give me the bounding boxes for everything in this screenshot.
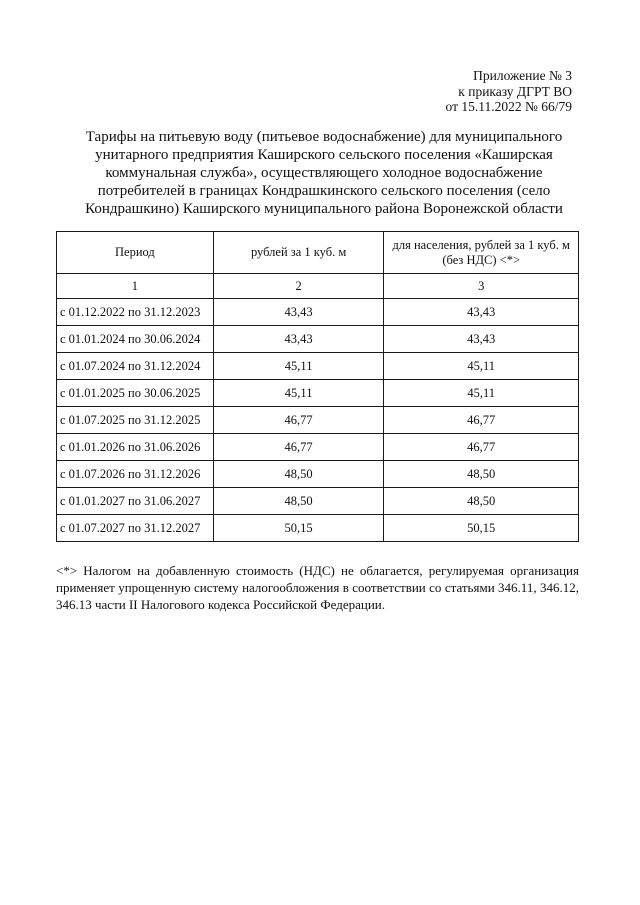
- table-row: [57, 488, 579, 515]
- appendix-order: к приказу ДГРТ ВО: [458, 83, 572, 99]
- cell-period: с 01.12.2022 по 31.12.2023: [57, 299, 214, 326]
- table-row: [57, 299, 579, 326]
- table-header-row: [57, 232, 579, 274]
- appendix-header: [446, 68, 572, 115]
- cell-price: 46,77: [213, 407, 384, 434]
- table-row: [57, 407, 579, 434]
- title-line: потребителей в границах Кондрашкинского сельского поселения (село: [97, 183, 551, 199]
- appendix-number: Приложение № 3: [473, 68, 572, 83]
- cell-price: 45,11: [213, 380, 384, 407]
- header-price: рублей за 1 куб. м: [213, 232, 384, 274]
- column-number: 1: [57, 274, 214, 299]
- footnote: <*> Налогом на добавленную стоимость (НДС) не облагается, регулируемая организация применяет упрощенную систему налогообложения в соответствии со статьями 346.11, 346.12, 346.13 части II Налогового кодекса Российской Федерации.: [56, 563, 579, 612]
- cell-period: с 01.01.2027 по 31.06.2027: [57, 488, 214, 515]
- table-row: [57, 326, 579, 353]
- cell-period: с 01.01.2025 по 30.06.2025: [57, 380, 214, 407]
- appendix-order-date: от 15.11.2022 № 66/79: [445, 99, 572, 114]
- cell-period: с 01.01.2026 по 31.06.2026: [57, 434, 214, 461]
- cell-price: 48,50: [213, 461, 384, 488]
- header-population-line2: (без НДС) <*>: [442, 252, 521, 267]
- table-row: [57, 461, 579, 488]
- table-row: [57, 434, 579, 461]
- cell-population-price: 48,50: [384, 488, 579, 515]
- column-number-row: [57, 274, 579, 299]
- cell-price: 50,15: [213, 515, 384, 542]
- cell-period: с 01.07.2026 по 31.12.2026: [57, 461, 214, 488]
- cell-period: с 01.01.2024 по 30.06.2024: [57, 326, 214, 353]
- header-period: Период: [57, 232, 214, 274]
- cell-population-price: 50,15: [384, 515, 579, 542]
- cell-period: с 01.07.2025 по 31.12.2025: [57, 407, 214, 434]
- cell-price: 43,43: [213, 299, 384, 326]
- column-number: 2: [213, 274, 384, 299]
- cell-population-price: 46,77: [384, 407, 579, 434]
- cell-population-price: 45,11: [384, 353, 579, 380]
- cell-population-price: 43,43: [384, 326, 579, 353]
- cell-population-price: 48,50: [384, 461, 579, 488]
- title-line: Кондрашкино) Каширского муниципального района Воронежской области: [85, 201, 563, 217]
- cell-price: 43,43: [213, 326, 384, 353]
- cell-population-price: 43,43: [384, 299, 579, 326]
- cell-population-price: 46,77: [384, 434, 579, 461]
- header-population-price: [384, 232, 579, 274]
- table-row: [57, 353, 579, 380]
- column-number: 3: [384, 274, 579, 299]
- title-line: унитарного предприятия Каширского сельского поселения «Каширская: [95, 147, 553, 163]
- title-line: коммунальная служба», осуществляющего холодное водоснабжение: [105, 165, 543, 181]
- title-line: Тарифы на питьевую воду (питьевое водоснабжение) для муниципального: [85, 129, 563, 145]
- cell-price: 46,77: [213, 434, 384, 461]
- cell-price: 48,50: [213, 488, 384, 515]
- document-title: [60, 128, 588, 218]
- table-row: [57, 380, 579, 407]
- cell-period: с 01.07.2027 по 31.12.2027: [57, 515, 214, 542]
- cell-price: 45,11: [213, 353, 384, 380]
- cell-population-price: 45,11: [384, 380, 579, 407]
- header-population-line1: для населения, рублей за 1 куб. м: [392, 237, 570, 252]
- table-row: [57, 515, 579, 542]
- tariff-table: [56, 231, 579, 542]
- cell-period: с 01.07.2024 по 31.12.2024: [57, 353, 214, 380]
